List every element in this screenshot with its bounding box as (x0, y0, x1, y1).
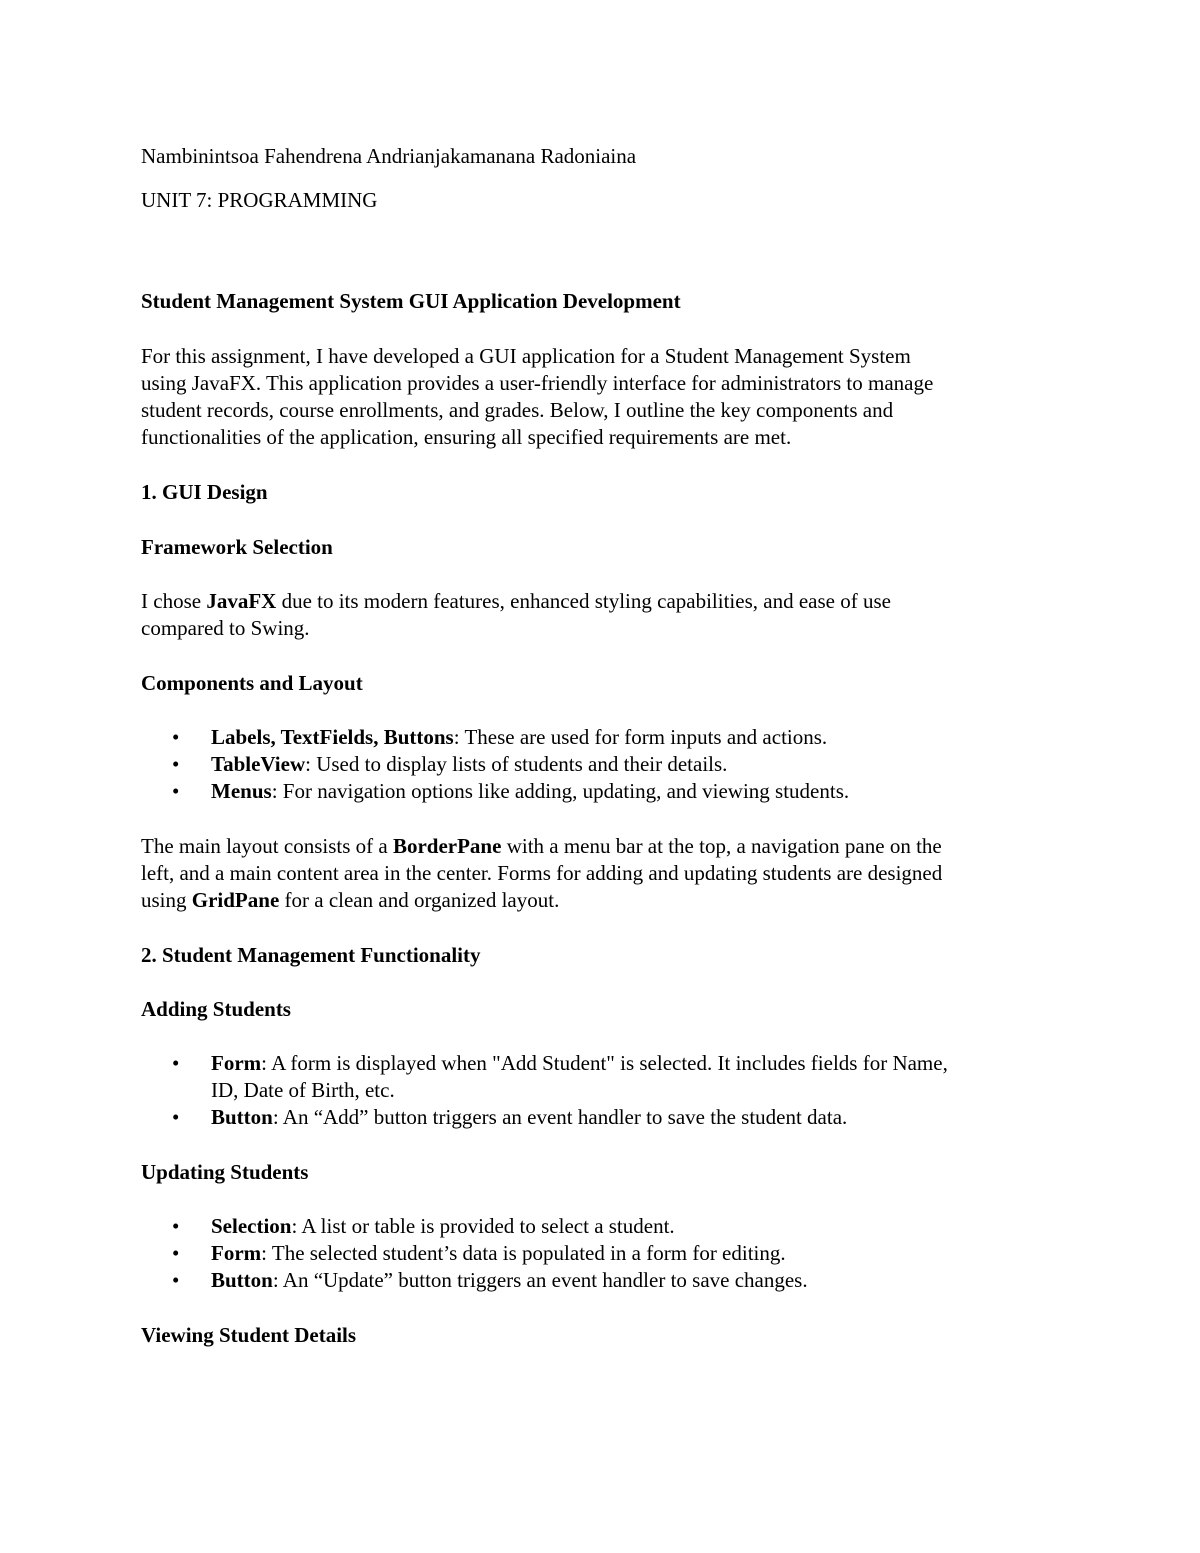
item-desc: : An “Add” button triggers an event handler to save the student data. (272, 1105, 848, 1129)
bullet-icon: • (172, 1241, 180, 1265)
section-heading-student-management: 2. Student Management Functionality (141, 943, 481, 967)
list-item (141, 1213, 1061, 1240)
list-item (141, 1050, 1061, 1104)
intro-paragraph (141, 343, 1061, 451)
list-item (141, 1240, 1061, 1267)
subheading-viewing-student-details: Viewing Student Details (141, 1323, 357, 1347)
item-term: Labels, TextFields, Buttons (211, 725, 454, 749)
framework-paragraph (141, 588, 1061, 642)
item-desc: : Used to display lists of students and their details. (305, 752, 728, 776)
list-item (141, 1267, 1061, 1294)
bullet-icon: • (172, 725, 180, 749)
intro-line: student records, course enrollments, and grades. Below, I outline the key components and (141, 398, 894, 422)
item-term: Button (211, 1105, 273, 1129)
layout-text-pre: using (141, 888, 192, 912)
bullet-icon: • (172, 1105, 180, 1129)
components-list (141, 724, 1061, 805)
unit-label: UNIT 7: PROGRAMMING (141, 188, 378, 212)
framework-text-post: due to its modern features, enhanced styling capabilities, and ease of use (276, 589, 891, 613)
framework-line: compared to Swing. (141, 616, 310, 640)
item-term: Form (211, 1051, 262, 1075)
layout-line (141, 833, 1061, 860)
item-term: Menus (211, 779, 272, 803)
item-desc: : The selected student’s data is populated in a form for editing. (261, 1241, 786, 1265)
list-item (141, 1104, 1061, 1131)
section-heading-gui-design: 1. GUI Design (141, 480, 268, 504)
author-name: Nambinintsoa Fahendrena Andrianjakamanana Radoniaina (141, 144, 637, 168)
document-title: Student Management System GUI Application Development (141, 289, 681, 313)
bullet-icon: • (172, 752, 180, 776)
bullet-icon: • (172, 1051, 180, 1075)
framework-line (141, 588, 1061, 615)
bullet-icon: • (172, 1214, 180, 1238)
list-item (141, 724, 1061, 751)
layout-text-post: with a menu bar at the top, a navigation pane on the (501, 834, 942, 858)
subheading-framework-selection: Framework Selection (141, 535, 333, 559)
item-desc: : For navigation options like adding, updating, and viewing students. (271, 779, 850, 803)
framework-text-bold: JavaFX (206, 589, 277, 613)
layout-line: left, and a main content area in the center. Forms for adding and updating students are designed (141, 861, 943, 885)
bullet-icon: • (172, 779, 180, 803)
layout-text-bold: BorderPane (392, 834, 502, 858)
subheading-adding-students: Adding Students (141, 997, 291, 1021)
item-desc: : An “Update” button triggers an event handler to save changes. (272, 1268, 808, 1292)
list-item (141, 778, 1061, 805)
intro-line: For this assignment, I have developed a GUI application for a Student Management System (141, 344, 911, 368)
item-term: Selection (211, 1214, 292, 1238)
adding-list (141, 1050, 1061, 1131)
item-term: TableView (211, 752, 306, 776)
layout-text-post: for a clean and organized layout. (279, 888, 560, 912)
item-term: Form (211, 1241, 262, 1265)
bullet-icon: • (172, 1268, 180, 1292)
layout-line (141, 887, 1061, 914)
subheading-components-layout: Components and Layout (141, 671, 363, 695)
updating-list (141, 1213, 1061, 1294)
item-desc: : A list or table is provided to select a student. (291, 1214, 675, 1238)
item-term: Button (211, 1268, 273, 1292)
layout-paragraph (141, 833, 1061, 914)
layout-text-bold: GridPane (191, 888, 280, 912)
subheading-updating-students: Updating Students (141, 1160, 309, 1184)
framework-text-pre: I chose (141, 589, 207, 613)
intro-line: functionalities of the application, ensuring all specified requirements are met. (141, 425, 792, 449)
item-desc: : A form is displayed when "Add Student" is selected. It includes fields for Name, (261, 1051, 948, 1075)
list-item (141, 751, 1061, 778)
item-desc-continued: ID, Date of Birth, etc. (211, 1078, 395, 1102)
intro-line: using JavaFX. This application provides a user-friendly interface for administrators to manage (141, 371, 934, 395)
item-desc: : These are used for form inputs and actions. (453, 725, 828, 749)
layout-text-pre: The main layout consists of a (141, 834, 393, 858)
